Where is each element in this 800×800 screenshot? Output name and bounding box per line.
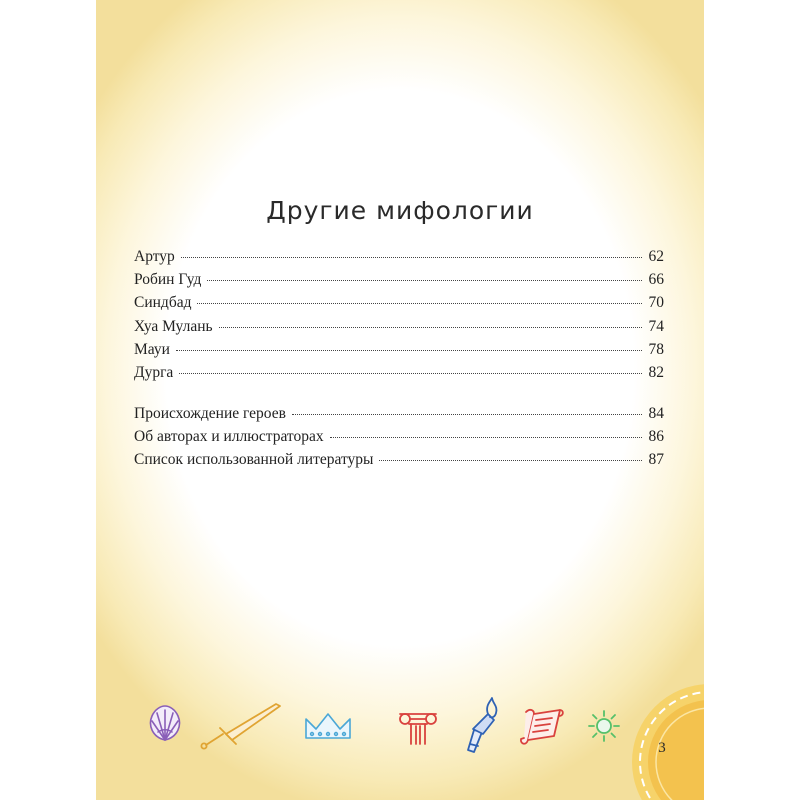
toc-leader-dots [197, 303, 642, 304]
decor-icon-strip [96, 690, 704, 760]
toc-entry-title: Хуа Мулань [134, 317, 213, 335]
torch-icon [452, 696, 502, 754]
toc-entry-page: 82 [648, 363, 664, 381]
toc-entry-page: 66 [648, 271, 664, 289]
sun-icon [586, 708, 622, 744]
shell-icon [144, 702, 186, 744]
toc-entry-page: 74 [648, 317, 664, 335]
toc-entry[interactable] [134, 318, 664, 341]
toc-entry-title: Об авторах и иллюстраторах [134, 428, 324, 446]
toc-leader-dots [176, 350, 642, 351]
toc-entry-page: 84 [648, 405, 664, 422]
toc-entry-page: 62 [648, 248, 664, 265]
toc-entry-title: Мауи [134, 340, 170, 358]
toc-entry[interactable] [134, 428, 664, 451]
toc-entry[interactable] [134, 451, 664, 474]
toc-leader-dots [219, 327, 642, 328]
toc-entry-title: Происхождение героев [134, 405, 286, 422]
crown-icon [302, 710, 354, 744]
toc-leader-dots [207, 280, 642, 281]
scroll-icon [516, 704, 566, 748]
column-capital-icon [396, 704, 440, 748]
section-heading: Другие мифологии [266, 196, 534, 225]
toc-entry-page: 86 [648, 428, 664, 446]
toc-extra-list [134, 405, 664, 475]
toc-entry[interactable] [134, 364, 664, 387]
toc-entry-title: Синдбад [134, 294, 192, 312]
toc-leader-dots [330, 437, 642, 438]
toc-entry[interactable] [134, 405, 664, 428]
toc-entry[interactable] [134, 341, 664, 364]
toc-entry-title: Список использованной литературы [134, 451, 374, 469]
toc-main-list [134, 248, 664, 387]
toc-entry-title: Артур [134, 248, 175, 265]
toc-entry[interactable] [134, 248, 664, 271]
toc-entry-page: 87 [648, 451, 664, 469]
toc-entry[interactable] [134, 294, 664, 317]
toc-leader-dots [292, 414, 642, 415]
toc-entry-page: 70 [648, 294, 664, 312]
toc-entry[interactable] [134, 271, 664, 294]
book-page [96, 0, 704, 800]
toc-entry-title: Дурга [134, 363, 174, 381]
toc-entry-title: Робин Гуд [134, 271, 202, 289]
toc-leader-dots [181, 257, 642, 258]
toc-leader-dots [379, 460, 642, 461]
toc-entry-page: 78 [648, 340, 664, 358]
toc-leader-dots [179, 373, 642, 374]
page-number: 3 [658, 740, 666, 756]
sword-icon [196, 698, 286, 750]
